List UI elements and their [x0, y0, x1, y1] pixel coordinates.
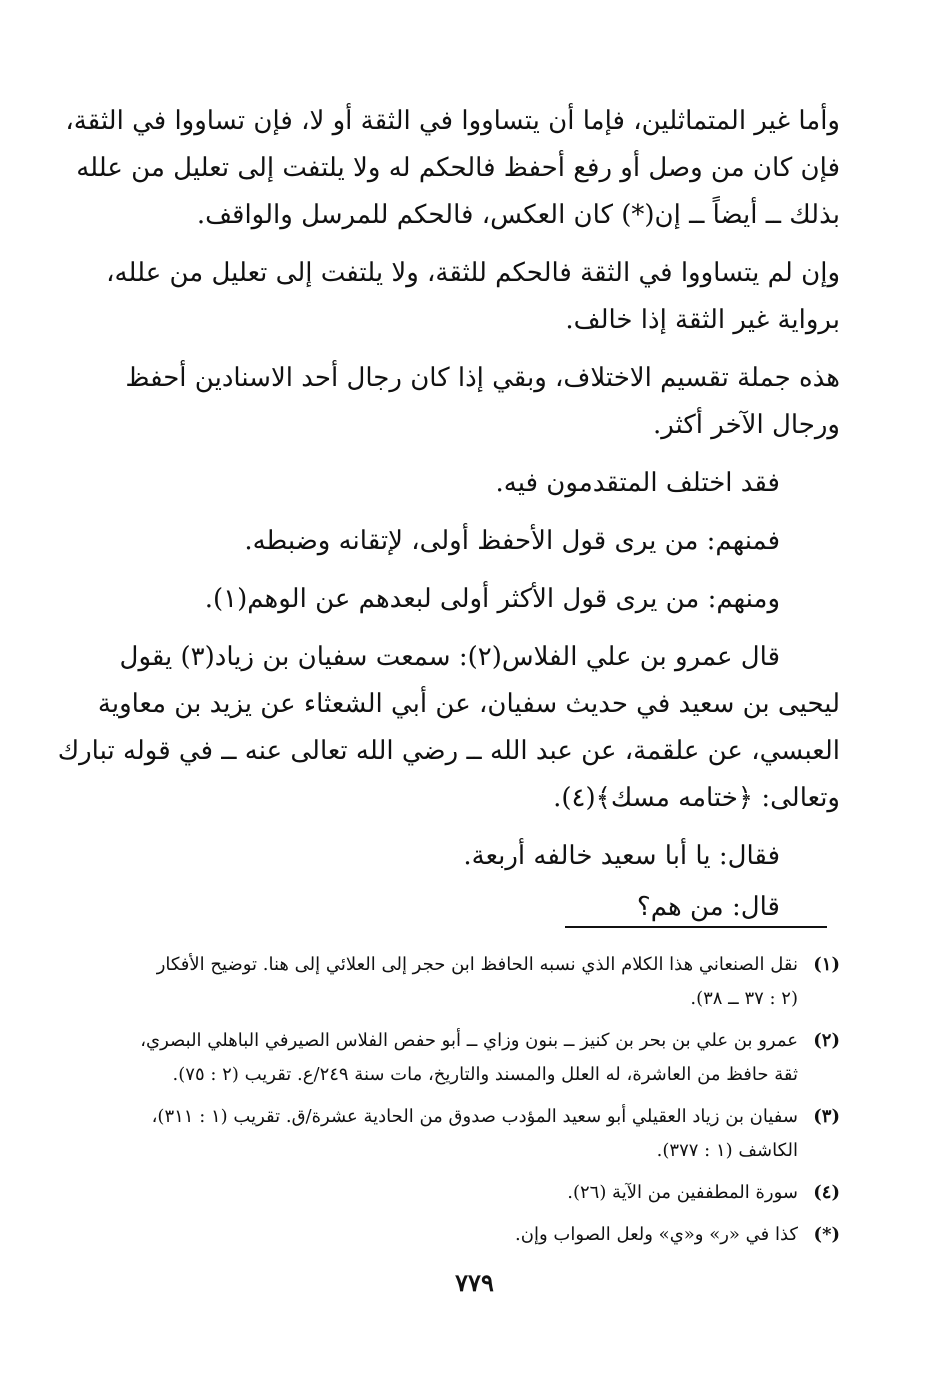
- paragraph-3: [125, 355, 840, 449]
- text-line: فإن كان من وصل أو رفع أحفظ فالحكم له ولا يلتفت إلى تعليل من علله: [76, 153, 840, 183]
- footnote-4: [128, 1176, 840, 1210]
- text-line: فقال: يا أبا سعيد خالفه أربعة.: [463, 841, 780, 871]
- paragraph-7: [57, 634, 840, 822]
- footnote-line: سورة المطففين من الآية (٢٦).: [567, 1182, 798, 1203]
- paragraph-9: [128, 884, 840, 931]
- footnote-line: الكاشف (١ : ٣٧٧).: [656, 1140, 798, 1161]
- main-text: [57, 98, 840, 935]
- text-line: وأما غير المتماثلين، فإما أن يتساووا في الثقة أو لا، فإن تساووا في الثقة،: [65, 106, 840, 136]
- text-line: قال عمرو بن علي الفلاس(٢): سمعت سفيان بن زياد(٣) يقول: [119, 642, 780, 672]
- footnote-1: [128, 948, 840, 1016]
- text-line: ليحيى بن سعيد في حديث سفيان، عن أبي الشعثاء عن يزيد بن معاوية: [97, 689, 840, 719]
- footnote-line: كذا في «ر» و«ي» ولعل الصواب وإن.: [515, 1224, 798, 1245]
- footnote-number: (*): [813, 1224, 840, 1245]
- page-number: ٧٧٩: [455, 1268, 494, 1297]
- footnote-line: (٢ : ٣٧ ــ ٣٨).: [690, 988, 798, 1009]
- footnote-line: ثقة حافظ من العاشرة، له العلل والمسند والتاريخ، مات سنة ٢٤٩/ع. تقريب (٢ : ٧٥).: [172, 1064, 798, 1085]
- paragraph-8: [128, 833, 840, 880]
- footnote-number: (٣): [813, 1106, 840, 1127]
- text-line: العبسي، عن علقمة، عن عبد الله ــ رضي الله تعالى عنه ــ في قوله تبارك: [57, 736, 840, 766]
- footnote-2: [128, 1024, 840, 1092]
- footnote-divider: [565, 926, 827, 928]
- text-line: هذه جملة تقسيم الاختلاف، وبقي إذا كان رجال أحد الاسنادين أحفظ: [125, 363, 840, 393]
- footnote-3: [128, 1100, 840, 1168]
- footnote-number: (٤): [813, 1182, 840, 1203]
- paragraph-1: [65, 98, 840, 239]
- footnote-line: نقل الصنعاني هذا الكلام الذي نسبه الحافظ ابن حجر إلى العلائي إلى هنا. توضيح الأفكار: [156, 954, 798, 975]
- footnote-text: [128, 1176, 798, 1210]
- footnote-line: سفيان بن زياد العقيلي أبو سعيد المؤدب صدوق من الحادية عشرة/ق. تقريب (١ : ٣١١)،: [151, 1106, 798, 1127]
- text-line: برواية غير الثقة إذا خالف.: [565, 305, 840, 335]
- paragraph-2: [106, 250, 840, 344]
- footnote-line: عمرو بن علي بن بحر بن كنيز ــ بنون وزاي ــ أبو حفص الفلاس الصيرفي الباهلي البصري،: [140, 1030, 798, 1051]
- paragraph-4: [128, 460, 840, 507]
- footnote-number: (٢): [813, 1030, 840, 1051]
- footnote-text: [128, 1024, 798, 1092]
- footnote-text: [128, 1218, 798, 1252]
- text-line: فقد اختلف المتقدمون فيه.: [495, 468, 780, 498]
- footnote-number: (١): [813, 954, 840, 975]
- footnote-text: [128, 948, 798, 1016]
- text-line: ورجال الآخر أكثر.: [652, 410, 840, 440]
- text-line: فمنهم: من يرى قول الأحفظ أولى، لإتقانه وضبطه.: [244, 526, 780, 556]
- text-line: ومنهم: من يرى قول الأكثر أولى لبعدهم عن الوهم(١).: [204, 584, 780, 614]
- footnotes: [128, 948, 840, 1260]
- footnote-star: [128, 1218, 840, 1252]
- paragraph-5: [128, 518, 840, 565]
- paragraph-6: [128, 576, 840, 623]
- text-line: وتعالى: ﴿ختامه مسك﴾(٤).: [553, 783, 840, 813]
- text-line: بذلك ــ أيضاً ــ إن(*) كان العكس، فالحكم للمرسل والواقف.: [196, 200, 840, 230]
- text-line: وإن لم يتساووا في الثقة فالحكم للثقة، ولا يلتفت إلى تعليل من علله،: [106, 258, 840, 288]
- footnote-text: [128, 1100, 798, 1168]
- text-line: قال: من هم؟: [636, 892, 780, 922]
